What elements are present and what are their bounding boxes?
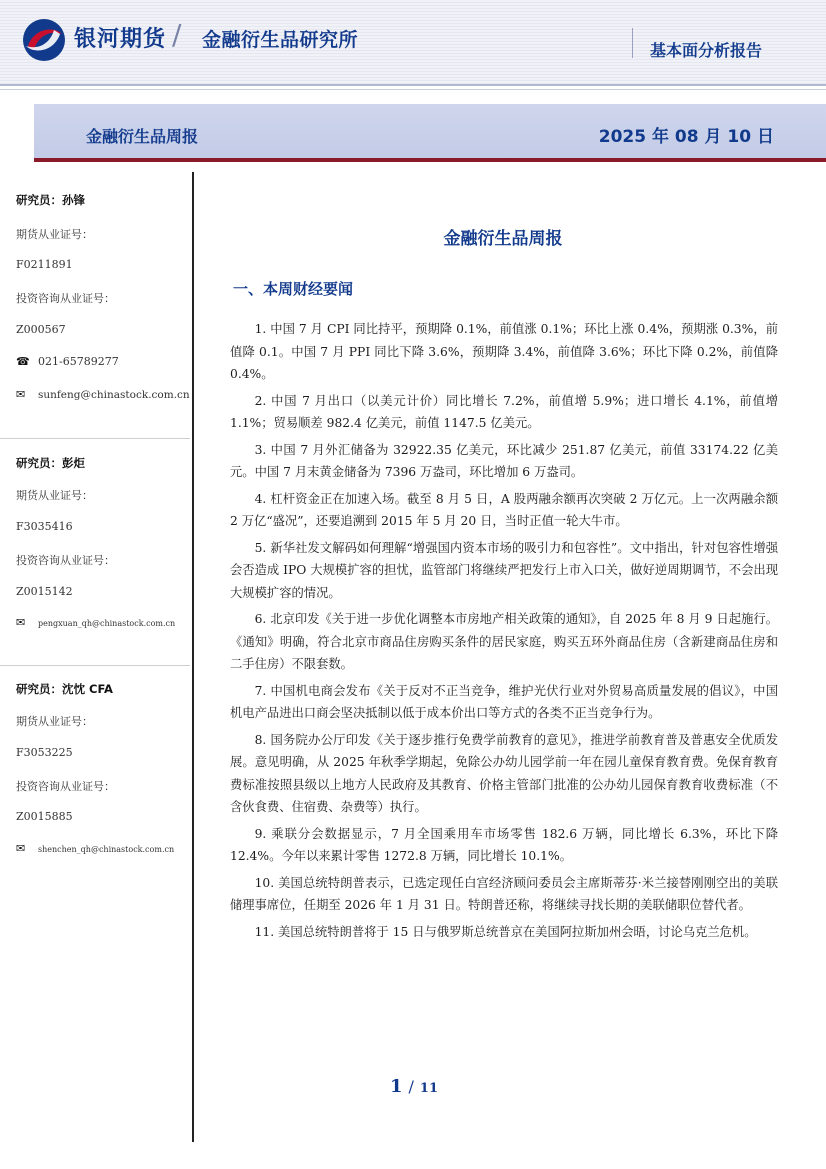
email-row[interactable] [16,388,190,401]
news-item: 5. 新华社发文解码如何理解“增强国内资本市场的吸引力和包容性”。文中指出，针对包容性增强会否造成 IPO 大规模扩容的担忧，监管部门将继续严把发行上市入口关，做好逆周期调节，不会出现大规模扩容的情况。 [230,540,778,600]
news-item: 8. 国务院办公厅印发《关于逐步推行免费学前教育的意见》，推进学前教育普及普惠安全优质发展。意见明确，从 2025 年秋季学期起，免除公办幼儿园学前一年在园儿童保育教育费。免保育教育费标准按照县级以上地方人民政府及其教育、价格主管部门批准的公办幼儿园保育教育收费标准（不含伙食费、住宿费、杂费等）执行。 [230,732,778,814]
license-label: 期货从业证号： [16,228,93,241]
license-number: F3053225 [16,746,73,759]
mail-icon: ✉ [16,842,26,855]
page-separator: / [408,1077,414,1096]
header-rule [0,84,826,86]
email-link[interactable]: pengxuan_qh@chinastock.com.cn [38,619,176,628]
consult-label: 投资咨询从业证号： [16,292,115,305]
news-item: 2. 中国 7 月出口（以美元计价）同比增长 7.2%，前值增 5.9%；进口增长 4.1%，前值增 1.1%；贸易顺差 982.4 亿美元，前值 1147.5 亿美元。 [230,393,778,430]
phone-number: 021-65789277 [38,355,119,368]
consult-number: Z0015885 [16,810,73,823]
news-list [230,318,778,947]
email-row[interactable] [16,842,174,855]
mail-icon: ✉ [16,388,26,401]
news-item: 4. 杠杆资金正在加速入场。截至 8 月 5 日，A 股两融余额再次突破 2 万亿元。上一次两融余额 2 万亿“盛况”，还要追溯到 2015 年 5 月 20 日，当时正值一轮大牛市。 [230,491,778,528]
title-bar-accent-line [34,158,826,162]
phone-row [16,355,119,368]
analyst-card [16,443,188,671]
page-number [390,1076,438,1097]
email-row[interactable] [16,616,175,629]
institute-name: 金融衍生品研究所 [202,29,359,51]
consult-number: Z0015142 [16,585,73,598]
brand-separator: / [172,18,182,51]
analyst-sidebar [16,186,188,928]
analyst-name: 研究员：沈忱 CFA [16,682,113,696]
document-title: 金融衍生品周报 [443,229,563,249]
report-type: 基本面分析报告 [649,41,762,60]
section-heading: 一、本周财经要闻 [233,280,354,298]
news-item: 6. 北京印发《关于进一步优化调整本市房地产相关政策的通知》，自 2025 年 8 月 9 日起施行。《通知》明确，符合北京市商品住房购买条件的居民家庭，购买五环外商品住房（含新建商品住房和二手住房）不限套数。 [230,612,778,671]
report-date: 2025 年 08 月 10 日 [598,127,774,147]
email-link[interactable]: shenchen_qh@chinastock.com.cn [38,845,175,854]
brand-name: 银河期货 [74,27,167,52]
news-item: 3. 中国 7 月外汇储备为 32922.35 亿美元，环比减少 251.87 亿美元，前值 33174.22 亿美元。中国 7 月末黄金储备为 7396 万盎司，环比增加 6 万盎司。 [230,442,778,479]
report-series-title: 金融衍生品周报 [86,127,199,146]
sidebar-vertical-rule [192,172,194,1142]
analyst-card [16,671,188,928]
analyst-separator [0,438,190,439]
news-item: 7. 中国机电商会发布《关于反对不正当竞争，维护光伏行业对外贸易高质量发展的倡议》，中国机电产品进出口商会坚决抵制以低于成本价出口等方式的各类不正当竞争行为。 [230,683,778,720]
header-divider [632,28,633,58]
mail-icon: ✉ [16,616,26,629]
analyst-name: 研究员：彭炬 [16,456,85,470]
news-item: 10. 美国总统特朗普表示，已选定现任白宫经济顾问委员会主席斯蒂芬·米兰接替刚刚空出的美联储理事席位，任期至 2026 年 1 月 31 日。特朗普还称，将继续寻找长期的美联储职位替代者。 [230,875,778,912]
analyst-card [16,186,188,443]
consult-label: 投资咨询从业证号： [16,554,115,567]
license-number: F3035416 [16,520,73,533]
analyst-name: 研究员：孙锋 [16,193,85,207]
news-item: 11. 美国总统特朗普将于 15 日与俄罗斯总统普京在美国阿拉斯加州会晤，讨论乌克兰危机。 [254,924,757,939]
page-total: 11 [419,1081,439,1096]
page-current: 1 [390,1076,403,1097]
header-rule-thin [0,89,826,90]
license-label: 期货从业证号： [16,489,93,502]
license-label: 期货从业证号： [16,715,93,728]
consult-number: Z000567 [16,323,66,336]
email-link[interactable]: sunfeng@chinastock.com.cn [38,389,190,401]
consult-label: 投资咨询从业证号： [16,780,115,793]
galaxy-logo-icon [20,16,68,64]
phone-icon: ☎ [16,355,30,368]
analyst-separator [0,665,190,666]
news-item: 9. 乘联分会数据显示，7 月全国乘用车市场零售 182.6 万辆，同比增长 6.3%，环比下降 12.4%。今年以来累计零售 1272.8 万辆，同比增长 10.1%。 [230,826,778,863]
license-number: F0211891 [16,258,73,271]
news-item: 1. 中国 7 月 CPI 同比持平，预期降 0.1%，前值涨 0.1%；环比上涨 0.4%，预期涨 0.3%，前值降 0.1。中国 7 月 PPI 同比下降 3.6%，预期降 3.4%，前值降 3.6%；环比下降 0.2%，前值降 0.4%。 [230,322,778,381]
